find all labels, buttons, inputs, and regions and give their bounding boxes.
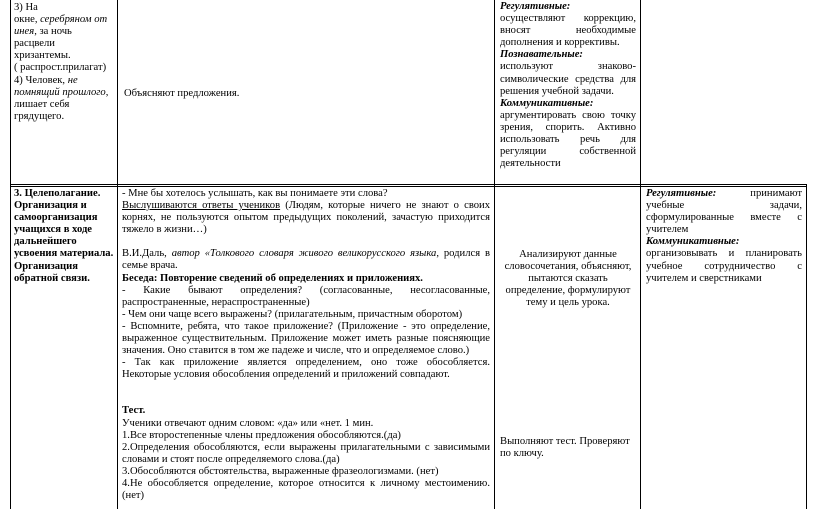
row1-col4-uud: [500, 1, 636, 170]
row2-reg-text: принимают учебные задачи, сформулированные вместе с учителем: [646, 188, 802, 236]
reg-title: Регулятивные:: [500, 1, 571, 12]
example-3-note: ( распрост.прилагат): [14, 62, 107, 74]
grid-line-col2: [494, 0, 495, 509]
row2-komm-text: организовывать и планировать учебное сотрудничество с учителем и сверстниками: [646, 248, 802, 284]
dal-name: В.И.Даль,: [122, 248, 172, 260]
beseda-q4: - Так как приложение является определением, оно тоже обособляется. Некоторые условия обособления определений и приложений совпадают.: [122, 357, 490, 381]
grid-line-col1: [117, 0, 118, 509]
row2-komm-title: Коммуникативные:: [646, 236, 740, 248]
example-3-text-2: , за ночь: [34, 26, 72, 38]
grid-line-col3: [640, 0, 641, 509]
example-4-comma: ,: [105, 86, 109, 98]
beseda-q1: - Какие бывают определения? (согласованные, несогласованные, распространенные, нераспространенные): [122, 284, 490, 308]
beseda-q2: - Чем они чаще всего выражены? (прилагательным, причастным оборотом): [122, 308, 463, 320]
grid-line-right-row2: [806, 184, 807, 509]
example-4-italic: не: [67, 74, 78, 86]
example-3-text: окне,: [14, 14, 41, 26]
pozn-text: используют знаково-символические средства для решения учебной задачи.: [500, 61, 636, 97]
answers-underlined: Выслушиваются ответы учеников: [122, 200, 281, 212]
example-4-text-2: лишает себя: [14, 98, 70, 110]
example-4-italic-2: помнящий прошлого: [14, 86, 106, 98]
teacher-answers: [122, 200, 490, 236]
grid-line-row-top: [10, 184, 807, 185]
stage-title: 3. Целеполагание.: [14, 188, 101, 199]
dal-rest: , родился в семье врача.: [122, 248, 490, 272]
row1-col2-activity: [124, 88, 484, 100]
example-3-italic: серебряном от: [40, 14, 108, 26]
answers-rest: (Людям, которые ничего не знают о своих корнях, не пользуются опытом предыдущих поколений, зачастую приходится тяжело в жизни…): [122, 200, 491, 236]
test-item-3: 3.Обособляются обстоятельства, выраженные фразеологизмами. (нет): [122, 465, 439, 477]
grid-line-row-mid: [10, 186, 807, 187]
grid-line-left: [10, 0, 11, 509]
row2-col3-students-1: [500, 249, 636, 309]
reg-text: осуществляют коррекцию, вносят необходимые дополнения и коррективы.: [500, 13, 636, 49]
komm-title: Коммуникативные:: [500, 97, 594, 109]
students-activity-1: Анализируют данные словосочетания, объясняют, пытаются сказать определение, формулируют тему и цель урока.: [504, 249, 632, 309]
row2-reg: [646, 188, 802, 236]
row2-col3-students-2: [500, 436, 636, 460]
example-3-text-4: хризантемы.: [14, 50, 71, 62]
test-item-4: 4.Не обособляется определение, которое относится к личному местоимению. (нет): [122, 477, 490, 502]
test-intro: Ученики отвечают одним словом: «да» или «нет. 1 мин.: [122, 417, 374, 429]
row1-activity-text: Объясняют предложения.: [124, 88, 240, 99]
row2-col2-teacher: [122, 188, 490, 502]
row2-col5-uud: [646, 188, 802, 285]
example-3-text-3: расцвели: [14, 38, 55, 50]
dal-italic: автор «Толкового словаря живого великорусского языка: [171, 248, 437, 260]
test-item-1: 1.Все второстепенные члены предложения обособляются.(да): [122, 429, 401, 441]
dal-paragraph: [122, 248, 490, 272]
test-item-2: 2.Определения обособляются, если выражены прилагательными с зависимыми словами и стоят после определяемого слова.(да): [122, 441, 490, 465]
row2-col1-stage: [14, 188, 114, 285]
test-title: Тест.: [122, 405, 146, 417]
example-3-number: 3) На: [14, 2, 38, 13]
example-3-italic-2: инея: [14, 26, 35, 38]
row2-reg-title: Регулятивные:: [646, 188, 717, 199]
row1-col1-example: [14, 2, 116, 123]
students-activity-2: Выполняют тест. Проверяют по ключу.: [500, 436, 630, 460]
stage-text: Организация и самоорганизация учащихся в ходе дальнейшего усвоения материала. Организация обратной связи.: [14, 200, 114, 284]
example-4-text: 4) Человек,: [14, 74, 68, 86]
teacher-question: - Мне бы хотелось услышать, как вы понимаете эти слова?: [122, 188, 388, 199]
beseda-q3: - Вспомните, ребята, что такое приложение? (Приложение - это определение, выраженное существительным. Приложение может иметь разные поясняющие значения. Оно ставится в том же падеже и числе, что и определяемое слово.): [122, 320, 490, 357]
example-4-text-3: грядущего.: [14, 110, 65, 122]
komm-text: аргументировать свою точку зрения, спорить. Активно использовать речь для регуляции собственной деятельности: [500, 109, 636, 170]
pozn-title: Познавательные:: [500, 49, 583, 61]
beseda-title: Беседа: Повторение сведений об определениях и приложениях.: [122, 272, 423, 284]
